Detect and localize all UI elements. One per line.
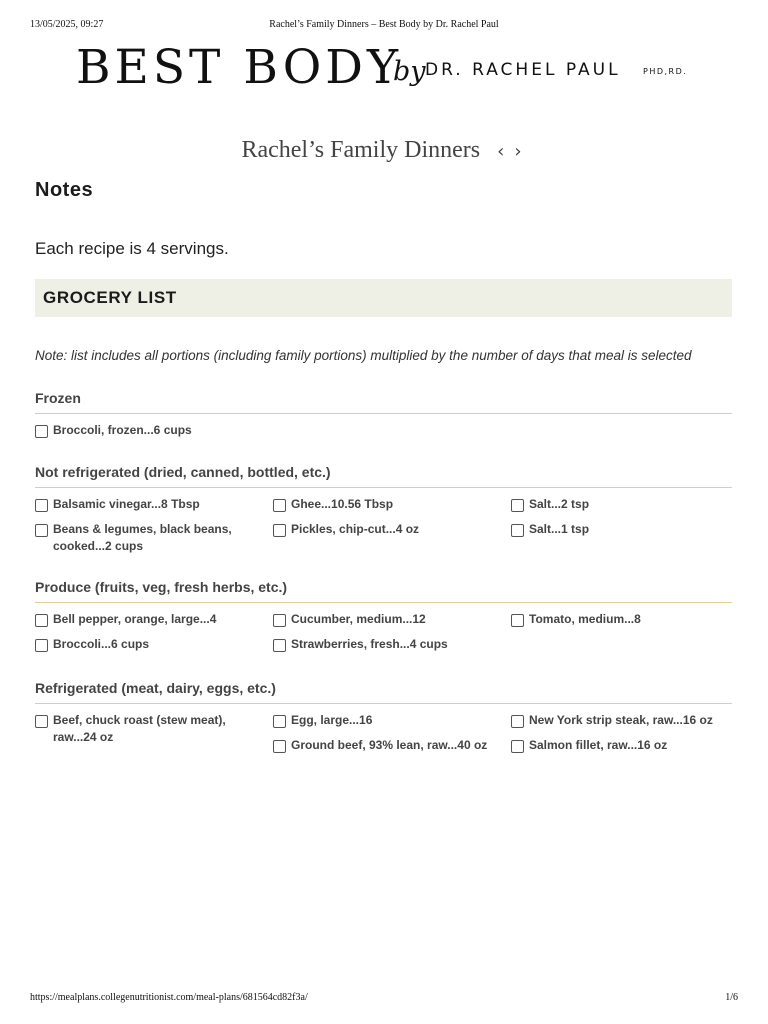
print-page-title: Rachel’s Family Dinners – Best Body by Dr. Rachel Paul	[269, 19, 499, 30]
logo-main-text: BEST BODY	[76, 40, 402, 95]
grocery-item[interactable]: Beans & legumes, black beans, cooked...2 cups	[35, 521, 260, 555]
checkbox[interactable]	[35, 639, 48, 652]
checkbox[interactable]	[273, 740, 286, 753]
notes-heading: Notes	[35, 179, 94, 201]
grocery-item[interactable]: New York strip steak, raw...16 oz	[511, 712, 736, 729]
grocery-item[interactable]: Cucumber, medium...12	[273, 611, 498, 628]
grocery-item[interactable]: Ground beef, 93% lean, raw...40 oz	[273, 737, 498, 754]
chevron-right-icon[interactable]: ›	[514, 141, 522, 162]
grocery-item[interactable]: Ghee...10.56 Tbsp	[273, 496, 498, 513]
checkbox[interactable]	[35, 524, 48, 537]
section-title: Refrigerated (meat, dairy, eggs, etc.)	[35, 679, 732, 704]
section-title: Not refrigerated (dried, canned, bottled, etc.)	[35, 463, 732, 488]
section-title: Produce (fruits, veg, fresh herbs, etc.)	[35, 578, 732, 603]
notes-text: Each recipe is 4 servings.	[35, 239, 229, 258]
grocery-item[interactable]: Salmon fillet, raw...16 oz	[511, 737, 736, 754]
grocery-item[interactable]: Strawberries, fresh...4 cups	[273, 636, 498, 653]
print-url[interactable]: https://mealplans.collegenutritionist.com/meal-plans/681564cd82f3a/	[30, 992, 308, 1003]
checkbox[interactable]	[511, 614, 524, 627]
checkbox[interactable]	[511, 524, 524, 537]
section-frozen	[35, 389, 732, 437]
checkbox[interactable]	[511, 715, 524, 728]
checkbox[interactable]	[35, 499, 48, 512]
section-refrigerated	[35, 679, 732, 752]
logo-credentials: PHD,RD.	[643, 67, 688, 76]
grocery-item[interactable]: Broccoli...6 cups	[35, 636, 260, 653]
checkbox[interactable]	[273, 639, 286, 652]
checkbox[interactable]	[511, 740, 524, 753]
section-not-refrigerated	[35, 463, 732, 553]
grocery-item[interactable]: Salt...1 tsp	[511, 521, 736, 538]
chevron-left-icon[interactable]: ‹	[497, 141, 505, 162]
checkbox[interactable]	[35, 715, 48, 728]
grocery-item[interactable]: Egg, large...16	[273, 712, 498, 729]
checkbox[interactable]	[273, 499, 286, 512]
print-page-number: 1/6	[725, 992, 738, 1003]
grocery-item[interactable]: Beef, chuck roast (stew meat), raw...24 oz	[35, 712, 260, 746]
print-footer	[30, 992, 738, 1006]
logo-doctor-text: DR. RACHEL PAUL	[425, 60, 621, 80]
checkbox[interactable]	[273, 614, 286, 627]
checkbox[interactable]	[35, 614, 48, 627]
plan-title-row	[0, 134, 768, 168]
print-header	[30, 19, 738, 33]
grocery-item[interactable]: Broccoli, frozen...6 cups	[35, 422, 260, 439]
grocery-list-note: Note: list includes all portions (including family portions) multiplied by the number of days that meal is selected	[35, 348, 692, 363]
checkbox[interactable]	[511, 499, 524, 512]
checkbox[interactable]	[273, 715, 286, 728]
plan-nav	[492, 136, 526, 168]
section-title: Frozen	[35, 389, 732, 414]
grocery-item[interactable]: Bell pepper, orange, large...4	[35, 611, 260, 628]
section-produce	[35, 578, 732, 651]
logo-by-text: by	[393, 56, 426, 87]
checkbox[interactable]	[35, 425, 48, 438]
print-datetime: 13/05/2025, 09:27	[30, 19, 104, 30]
grocery-item[interactable]: Balsamic vinegar...8 Tbsp	[35, 496, 260, 513]
grocery-list-header	[35, 279, 732, 317]
grocery-item[interactable]: Tomato, medium...8	[511, 611, 736, 628]
plan-title: Rachel’s Family Dinners	[241, 137, 481, 163]
grocery-item[interactable]: Pickles, chip-cut...4 oz	[273, 521, 498, 538]
grocery-list-title: GROCERY LIST	[43, 288, 177, 307]
checkbox[interactable]	[273, 524, 286, 537]
grocery-item[interactable]: Salt...2 tsp	[511, 496, 736, 513]
brand-logo[interactable]	[0, 38, 768, 98]
